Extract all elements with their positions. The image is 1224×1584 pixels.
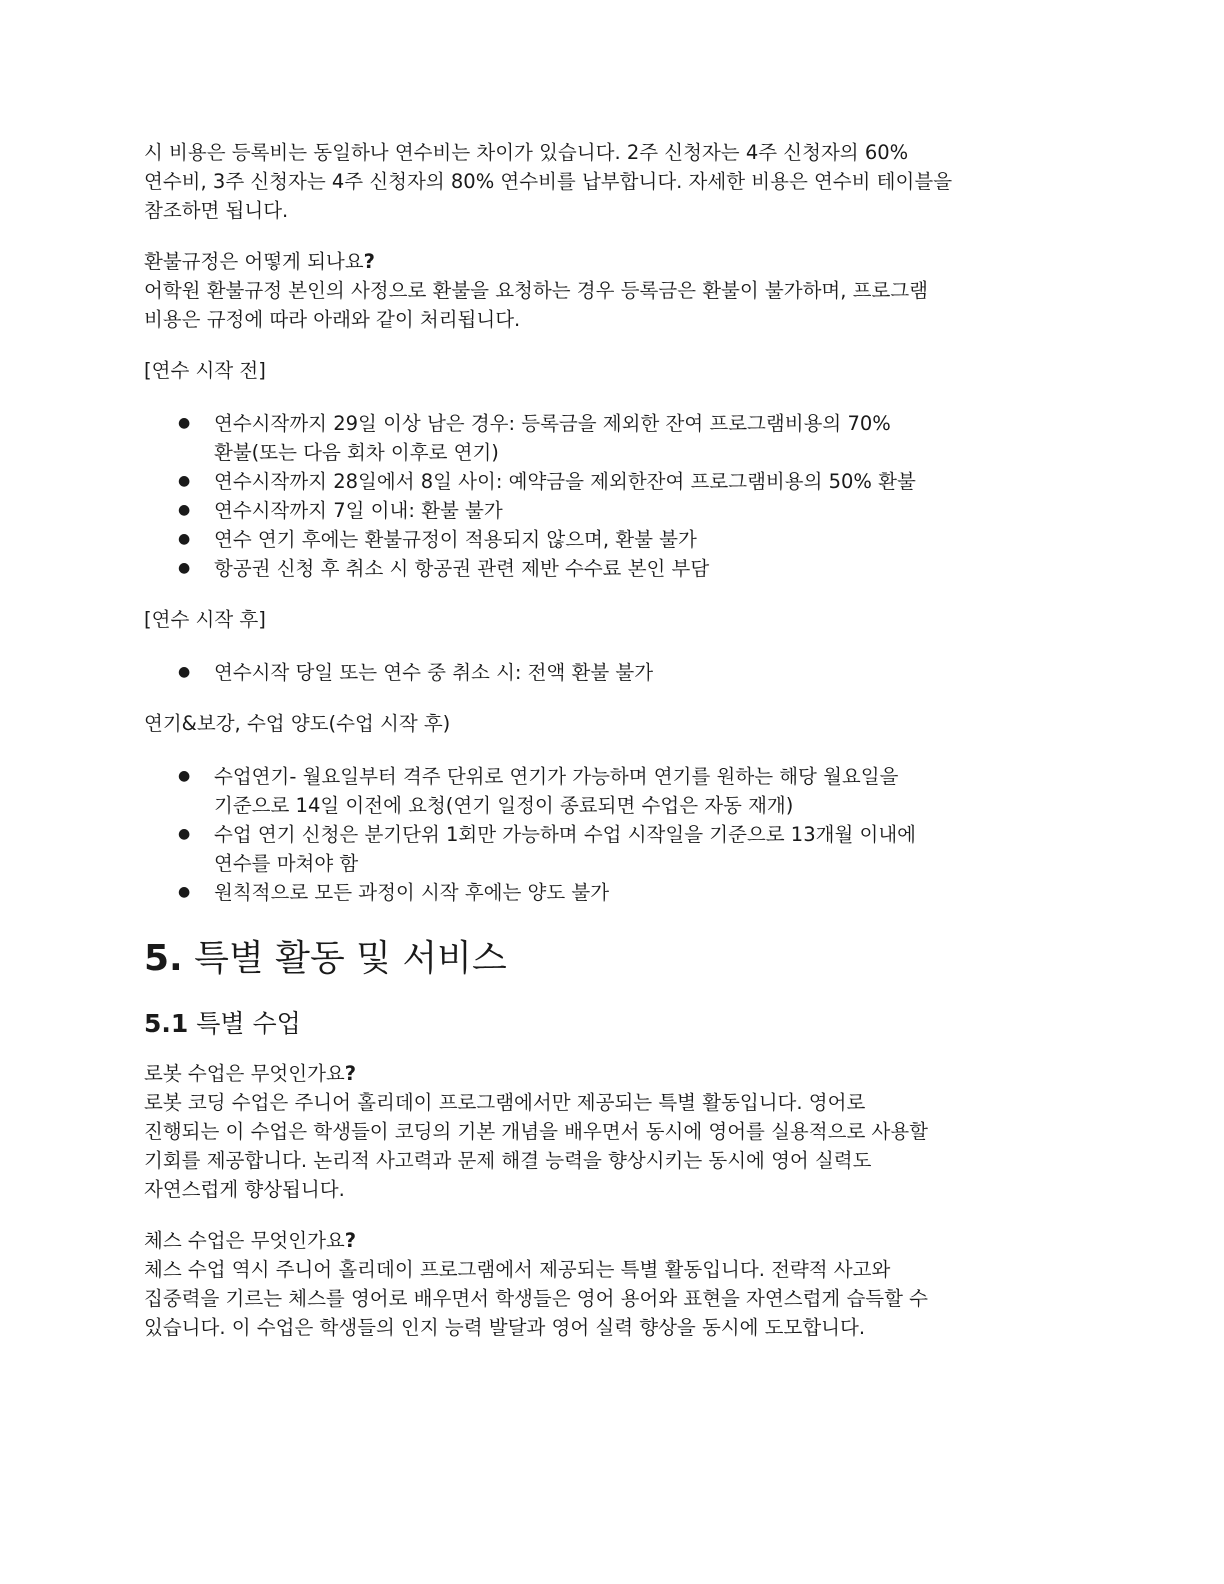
text-line: ● 연수시작까지 28일에서 8일 사이: 예약금을 제외한잔여 프로그램비용의 50% 환불 [214,470,916,493]
after-start-list [144,658,1084,687]
before-start-heading: [연수 시작 전] [144,359,266,382]
robot-section [144,1059,1084,1204]
section-5-1-heading [144,1007,1084,1041]
text-line: 집중력을 기르는 체스를 영어로 배우면서 학생들은 영어 용어와 표현을 자연스럽게 습득할 수 [144,1287,928,1310]
text-line: 있습니다. 이 수업은 학생들의 인지 능력 발달과 영어 실력 향상을 동시에 도모합니다. [144,1316,866,1339]
text-line: 비용은 규정에 따라 아래와 같이 처리됩니다. [144,308,521,331]
question-mark: ? [344,1062,357,1085]
text-line: ● 연수시작까지 29일 이상 남은 경우: 등록금을 제외한 잔여 프로그램비용의 70% [214,412,891,435]
list-item [144,878,1084,907]
text-line: ● 수업 연기 신청은 분기단위 1회만 가능하며 수업 시작일을 기준으로 13개월 이내에 [214,823,916,846]
text-line: 로봇 코딩 수업은 주니어 홀리데이 프로그램에서만 제공되는 특별 활동입니다. 영어로 [144,1091,866,1114]
section-title: 특별 활동 및 서비스 [182,938,507,979]
question-mark: ? [344,1229,357,1252]
section-title: 특별 수업 [188,1009,301,1038]
document-page [144,138,1084,1342]
text-line: ● 연수 연기 후에는 환불규정이 적용되지 않으며, 환불 불가 [214,528,697,551]
text-line: 연수를 마쳐야 함 [214,852,359,875]
text-line: 참조하면 됩니다. [144,199,289,222]
refund-section [144,247,1084,687]
text-line: ● 원칙적으로 모든 과정이 시작 후에는 양도 불가 [214,881,610,904]
list-item [144,525,1084,554]
chess-question [144,1226,1084,1255]
after-start-heading: [연수 시작 후] [144,608,266,631]
text-line: 진행되는 이 수업은 학생들이 코딩의 기본 개념을 배우면서 동시에 영어를 실용적으로 사용할 [144,1120,928,1143]
list-item [144,467,1084,496]
postpone-heading: 연기&보강, 수업 양도(수업 시작 후) [144,712,451,735]
list-item [144,496,1084,525]
text-line: ● 수업연기- 월요일부터 격주 단위로 연기가 가능하며 연기를 원하는 해당 월요일을 [214,765,899,788]
list-item [144,658,1084,687]
text-line: ● 연수시작까지 7일 이내: 환불 불가 [214,499,503,522]
postpone-section [144,709,1084,907]
text-line: 기회를 제공합니다. 논리적 사고력과 문제 해결 능력을 향상시키는 동시에 영어 실력도 [144,1149,872,1172]
chess-section [144,1226,1084,1342]
question-text: 로봇 수업은 무엇인가요 [144,1062,345,1085]
list-item [144,409,1084,467]
list-item [144,762,1084,820]
section-number: 5.1 [144,1009,189,1038]
list-item [144,554,1084,583]
before-start-list [144,409,1084,583]
section-number: 5. [144,938,183,979]
text-line: 연수비, 3주 신청자는 4주 신청자의 80% 연수비를 납부합니다. 자세한 비용은 연수비 테이블을 [144,170,953,193]
refund-question [144,247,1084,276]
intro-paragraph [144,138,1084,225]
text-line: ● 항공권 신청 후 취소 시 항공권 관련 제반 수수료 본인 부담 [214,557,710,580]
text-line: 기준으로 14일 이전에 요청(연기 일정이 종료되면 수업은 자동 재개) [214,794,794,817]
text-line: 시 비용은 등록비는 동일하나 연수비는 차이가 있습니다. 2주 신청자는 4주 신청자의 60% [144,141,909,164]
list-item [144,820,1084,878]
section-5-heading [144,937,1084,981]
question-text: 환불규정은 어떻게 되나요 [144,250,364,273]
text-line: 환불(또는 다음 회차 이후로 연기) [214,441,499,464]
text-line: 어학원 환불규정 본인의 사정으로 환불을 요청하는 경우 등록금은 환불이 불가하며, 프로그램 [144,279,928,302]
postpone-list [144,762,1084,907]
text-line: 체스 수업 역시 주니어 홀리데이 프로그램에서 제공되는 특별 활동입니다. 전략적 사고와 [144,1258,891,1281]
robot-question [144,1059,1084,1088]
text-line: ● 연수시작 당일 또는 연수 중 취소 시: 전액 환불 불가 [214,661,654,684]
question-text: 체스 수업은 무엇인가요 [144,1229,345,1252]
text-line: 자연스럽게 향상됩니다. [144,1178,345,1201]
question-mark: ? [363,250,375,273]
